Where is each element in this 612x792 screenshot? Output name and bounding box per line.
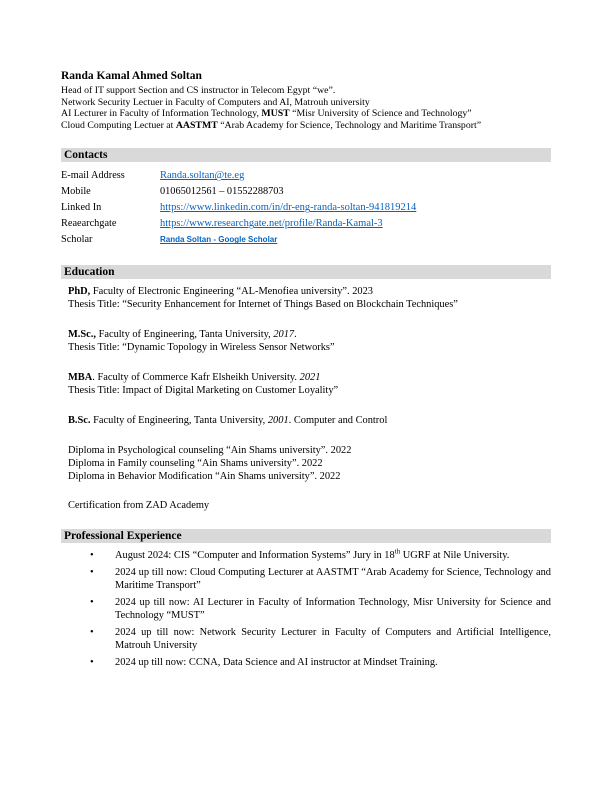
bullet-icon: • — [90, 626, 94, 638]
experience-text-1 — [115, 549, 551, 563]
experience-text-2: 2024 up till now: Cloud Computing Lecturer at AASTMT “Arab Academy for Science, Technology and Maritime Transport” — [115, 566, 551, 592]
contact-label-mobile: Mobile — [61, 186, 91, 198]
degree-line-phd — [68, 285, 551, 298]
education-section — [61, 265, 551, 512]
degree-post-bsc: . Computer and Control — [288, 415, 388, 427]
experience-item-5 — [61, 656, 551, 670]
header-line-2: Network Security Lectuer in Faculty of Computers and AI, Matrouh university — [61, 96, 370, 108]
person-name: Randa Kamal Ahmed Soltan — [61, 70, 202, 82]
degree-label-mba: MBA — [68, 372, 93, 384]
header-line-4 — [61, 120, 551, 132]
education-entry-phd — [68, 285, 551, 311]
google-scholar-link[interactable]: Randa Soltan - Google Scholar — [160, 235, 278, 245]
header-line-3-bold: MUST — [261, 108, 290, 120]
degree-text-phd: Faculty of Electronic Engineering “AL-Menofiea university”. 2023 — [90, 286, 373, 298]
linkedin-link[interactable]: https://www.linkedin.com/in/dr-eng-randa-soltan-941819214 — [160, 202, 417, 214]
experience-text-1-pre: August 2024: CIS “Computer and Information Systems” Jury in 18 — [115, 550, 395, 562]
contact-label-researchgate: Reaearchgate — [61, 218, 117, 230]
degree-text-mba: . Faculty of Commerce Kafr Elsheikh University. — [92, 372, 300, 384]
header-line-3 — [61, 108, 551, 120]
education-entry-mba — [68, 371, 551, 397]
degree-label-phd: PhD, — [68, 286, 91, 298]
resume-header — [61, 70, 551, 131]
experience-text-1-sup: th — [394, 547, 401, 556]
certification-line: Certification from ZAD Academy — [68, 500, 210, 512]
mobile-numbers: 01065012561 – 01552288703 — [160, 186, 284, 198]
contact-row-email — [61, 168, 551, 184]
education-heading: Education — [61, 265, 551, 279]
experience-text-1-post: UGRF at Nile University. — [400, 550, 510, 562]
degree-line-bsc — [68, 414, 551, 427]
header-line-1: Head of IT support Section and CS instructor in Telecom Egypt “we”. — [61, 85, 336, 96]
degree-year-msc: 2017 — [273, 329, 295, 341]
experience-heading: Professional Experience — [61, 529, 551, 543]
experience-text-3: 2024 up till now: AI Lecturer in Faculty of Information Technology, Misr University for Science and Technology “MUST” — [115, 596, 551, 622]
contact-row-scholar — [61, 232, 551, 248]
experience-list — [61, 549, 551, 669]
degree-line-mba — [68, 371, 551, 384]
contact-label-scholar: Scholar — [61, 234, 93, 246]
bullet-icon: • — [90, 656, 94, 668]
experience-text-4: 2024 up till now: Network Security Lecturer in Faculty of Computers and Artificial Intelligence, Matrouh University — [115, 626, 551, 652]
degree-label-msc: M.Sc., — [68, 329, 96, 341]
header-line-4-bold: AASTMT — [175, 119, 218, 131]
diploma-line-1: Diploma in Psychological counseling “Ain Shams university”. 2022 — [68, 445, 352, 457]
experience-text-5: 2024 up till now: CCNA, Data Science and AI instructor at Mindset Training. — [115, 656, 438, 668]
education-entry-msc — [68, 328, 551, 354]
experience-item-3 — [61, 596, 551, 623]
education-body — [61, 285, 551, 512]
degree-text-bsc: Faculty of Engineering, Tanta University, — [90, 415, 268, 427]
contact-row-mobile — [61, 184, 551, 200]
contact-label-linkedin: Linked In — [61, 202, 102, 214]
experience-section — [61, 529, 551, 669]
contact-label-email: E-mail Address — [61, 170, 125, 182]
degree-year-bsc: 2001 — [267, 415, 289, 427]
thesis-title-msc: Thesis Title: “Dynamic Topology in Wireless Sensor Networks” — [68, 342, 335, 354]
education-entry-bsc — [68, 414, 551, 427]
experience-item-1 — [61, 549, 551, 563]
bullet-icon: • — [90, 550, 94, 562]
header-line-3-pre: AI Lecturer in Faculty of Information Technology, — [61, 108, 262, 120]
email-link[interactable]: Randa.soltan@te.eg — [160, 170, 245, 182]
header-line-4-post: “Arab Academy for Science, Technology and Maritime Transport” — [217, 119, 482, 131]
diploma-line-2: Diploma in Family counseling “Ain Shams university”. 2022 — [68, 458, 323, 470]
contact-row-researchgate — [61, 216, 551, 232]
header-line-4-pre: Cloud Computing Lectuer at — [61, 119, 176, 131]
contact-row-linkedin — [61, 200, 551, 216]
experience-item-4 — [61, 626, 551, 653]
diplomas-list — [68, 444, 551, 483]
degree-text-msc: Faculty of Engineering, Tanta University, — [96, 329, 274, 341]
degree-post-msc: . — [294, 329, 297, 341]
header-line-3-post: “Misr University of Science and Technology” — [289, 108, 472, 120]
diploma-line-3: Diploma in Behavior Modification “Ain Shams university”. 2022 — [68, 471, 341, 483]
experience-item-2 — [61, 566, 551, 593]
contacts-section — [61, 148, 551, 248]
bullet-icon: • — [90, 566, 94, 578]
degree-year-mba: 2021 — [299, 372, 321, 384]
contacts-heading: Contacts — [61, 148, 551, 162]
researchgate-link[interactable]: https://www.researchgate.net/profile/Randa-Kamal-3 — [160, 218, 383, 230]
degree-line-msc — [68, 328, 551, 341]
degree-label-bsc: B.Sc. — [68, 415, 91, 427]
bullet-icon: • — [90, 596, 94, 608]
thesis-title-mba: Thesis Title: Impact of Digital Marketing on Customer Loyality” — [68, 385, 339, 397]
thesis-title-phd: Thesis Title: “Security Enhancement for Internet of Things Based on Blockchain Techniques” — [68, 299, 458, 311]
